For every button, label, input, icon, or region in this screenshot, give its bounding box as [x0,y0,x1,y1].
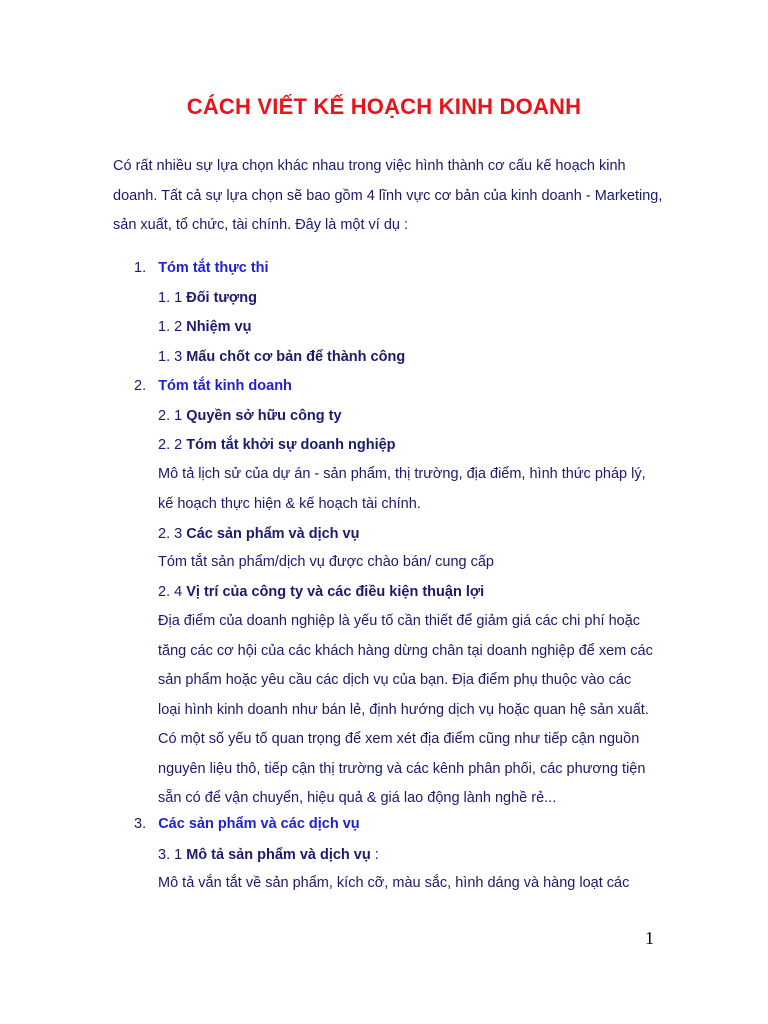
section-number: 2. [134,378,147,394]
subsection-title: Mấu chốt cơ bản để thành công [186,349,406,365]
subsection-number: 2. 4 [158,584,183,600]
subsection-number: 1. 3 [158,349,183,365]
subsection-body: Địa điểm của doanh nghiệp là yếu tố cần thiết để giảm giá các chi phí hoặc tăng các cơ hội của các khách hàng dừng chân tại doanh nghiệp để xem các sản phẩm hoặc yêu cầu các dịch vụ của bạn. Địa điểm phụ thuộc vào các loại hình kinh doanh như bán lẻ, định hướng dịch vụ hoặc quan hệ sản xuất. Có một số yếu tố quan trọng để xem xét địa điểm cũng như tiếp cận nguồn nguyên liệu thô, tiếp cận thị trường và các kênh phân phối, các phương tiện sẵn có để vận chuyển, hiệu quả & giá lao động lành nghề rẻ... [158,613,653,806]
subsection-number: 1. 1 [158,290,183,306]
subsection-title: Nhiệm vụ [186,319,252,335]
subsection-body: Tóm tắt sản phẩm/dịch vụ được chào bán/ cung cấp [158,554,494,570]
subsection-title: Vị trí của công ty và các điều kiện thuận lợi [186,584,485,600]
subsection-title: Quyền sở hữu công ty [186,408,342,424]
section-number: 1. [134,260,147,276]
subsection-number: 2. 3 [158,526,183,542]
section-title: Các sản phẩm và các dịch vụ [158,816,360,832]
subsection-heading [158,408,342,424]
subsection-suffix: : [370,847,379,863]
subsection-number: 3. 1 [158,847,183,863]
subsection-title: Đối tượng [186,290,257,306]
subsection-heading [158,847,379,863]
subsection-heading [158,437,396,453]
subsection-body: Mô tả vắn tắt về sản phẩm, kích cỡ, màu sắc, hình dáng và hàng loạt các [158,875,630,891]
section-heading [134,260,269,276]
section-title: Tóm tắt thực thi [158,260,269,276]
section-number: 3. [134,816,147,832]
subsection-title: Tóm tắt khởi sự doanh nghiệp [186,437,396,453]
subsection-heading [158,349,405,365]
subsection-number: 1. 2 [158,319,183,335]
document-title: CÁCH VIẾT KẾ HOẠCH KINH DOANH [186,94,582,119]
section-heading [134,378,292,394]
section-heading [134,816,360,832]
section-title: Tóm tắt kinh doanh [158,378,292,394]
page-number: 1 [645,928,654,948]
subsection-number: 2. 1 [158,408,183,424]
intro-paragraph: Có rất nhiều sự lựa chọn khác nhau trong việc hình thành cơ cấu kế hoạch kinh doanh. Tất cả sự lựa chọn sẽ bao gồm 4 lĩnh vực cơ bản của kinh doanh - Marketing, sản xuất, tổ chức, tài chính. Đây là một ví dụ : [113,158,663,233]
subsection-heading [158,526,359,542]
subsection-title: Các sản phẩm và dịch vụ [186,526,360,542]
subsection-body: Mô tả lịch sử của dự án - sản phẩm, thị trường, địa điểm, hình thức pháp lý, kế hoạch thực hiện & kế hoạch tài chính. [158,466,646,512]
subsection-number: 2. 2 [158,437,183,453]
subsection-heading [158,290,257,306]
subsection-heading [158,319,251,335]
subsection-title: Mô tả sản phẩm và dịch vụ [186,847,371,863]
subsection-heading [158,584,484,600]
